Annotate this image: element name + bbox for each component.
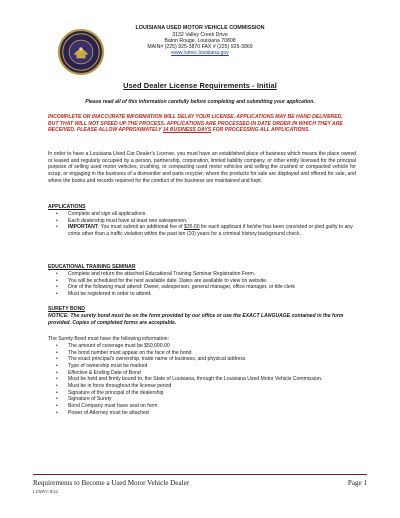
phone-fax: MAIN# (225) 925-3870 FAX # (225) 925-3869 — [147, 44, 253, 50]
list-item: • Power of Attorney must be attached — [48, 410, 358, 417]
list-item: • Bond Company must have seal on form — [48, 403, 358, 410]
processing-warning — [48, 114, 352, 134]
list-item: • Each dealership must have at least one salesperson. — [48, 218, 358, 225]
warning-text-2: FOR PROCESSING ALL APPLICATIONS. — [211, 127, 310, 134]
city-address: Baton Rouge, Louisiana 70808 — [164, 38, 236, 44]
list-item: • The amount of coverage must be $50,000.00 — [48, 343, 358, 350]
list-item: • The bond number must appear on the face of the bond — [48, 350, 358, 357]
applications-list — [48, 211, 358, 238]
list-item: • Complete and sign all applications. — [48, 211, 358, 218]
surety-bond-list — [48, 343, 358, 416]
form-code: LUMVC 8/22 — [33, 489, 58, 494]
established-business-paragraph: In order to have a Louisiana Used Car Dealer’s License, you must have an established place of business which means the place owned or leased and regularly occupied by a person, partnership, corporation, limited liability company, or other entity licensed for the principal purpose of selling used motor vehicles, crushing, or compacting used motor vehicles and selling the crushed or compacted vehicle for scrap, or engaging in the business of a dismantler and parts recycler, where the products for sale are displayed and offered for sale, and where the books and records required for the conduct of the business are maintained and kept. — [48, 151, 356, 184]
list-item: • One of the following must attend: Owner, salesperson, general manager, office manager, or title clerk — [48, 284, 358, 291]
surety-bond-heading: SURETY BOND — [48, 306, 85, 312]
education-list — [48, 271, 358, 298]
warning-business-days: 14 BUSINESS DAYS — [162, 127, 212, 134]
list-item: • The exact principal’s ownership, trade name of business, and physical address — [48, 356, 358, 363]
list-item — [48, 224, 358, 237]
surety-bond-notice: NOTICE: The surety bond must be on the form provided by our office or use the EXACT LANGUAGE contained in the form provided. Copies of completed forms are acceptable. — [48, 313, 344, 326]
street-address: 3132 Valley Creek Drive — [172, 32, 228, 38]
website-link[interactable]: www.lumvc.louisiana.gov — [171, 50, 229, 56]
warning-text-1: INCOMPLETE OR INACCURATE INFORMATION WILL DELAY YOUR LICENSE. APPLICATIONS MAY BE HAND DELIVERED, BUT THAT WILL NOT SPEED UP THE PROCESS. APPLICATIONS ARE PROCESSED IN DATE ORDER IN WHICH THEY ARE RECEIVED. PLEASE ALLOW APPROXIMATELY — [48, 114, 343, 134]
list-item: • You will be scheduled for the next available date. Dates are available to view on website. — [48, 278, 358, 285]
list-item: • Must be in force throughout the license period — [48, 383, 358, 390]
list-item: • Signature of the principal of the dealership — [48, 390, 358, 397]
list-item: • Must be held and firmly bound to, the State of Louisiana, through the Louisiana Used Motor Vehicle Commission. — [48, 376, 358, 383]
organization-name: LOUISIANA USED MOTOR VEHICLE COMMISSION — [135, 25, 265, 31]
important-text-1: : You must submit an additional fee of — [97, 224, 184, 231]
list-item: • Signature of Surety — [48, 396, 358, 403]
footer-divider — [33, 474, 367, 475]
fee-amount: $35.00 — [184, 224, 200, 231]
footer-title: Requirements to Become a Used Motor Vehicle Dealer — [33, 479, 190, 487]
document-title: Used Dealer License Requirements - Initial — [123, 81, 277, 90]
list-item: • Must be registered in order to attend. — [48, 291, 358, 298]
list-item: • Complete and return the attached Educational Training Seminar Registration Form. — [48, 271, 358, 278]
applications-heading: APPLICATIONS — [48, 204, 86, 210]
list-item: • Type of ownership must be marked — [48, 363, 358, 370]
surety-bond-intro: The Surety Bond must have the following information: — [48, 336, 169, 342]
instruction-note: Please read all of this information carefully before completing and submitting your application. — [85, 99, 315, 105]
education-heading: EDUCATIONAL TRAINING SEMINAR — [48, 264, 136, 270]
important-text-2: for each applicant if he/she has been convicted or pled guilty to any crime other than a traffic violation within the past ten (10) years for a criminal history background check. — [68, 224, 353, 237]
important-label: IMPORTANT — [68, 224, 98, 231]
page-number: Page 1 — [347, 479, 367, 487]
list-item: • Effective & Ending Date of Bond — [48, 370, 358, 377]
